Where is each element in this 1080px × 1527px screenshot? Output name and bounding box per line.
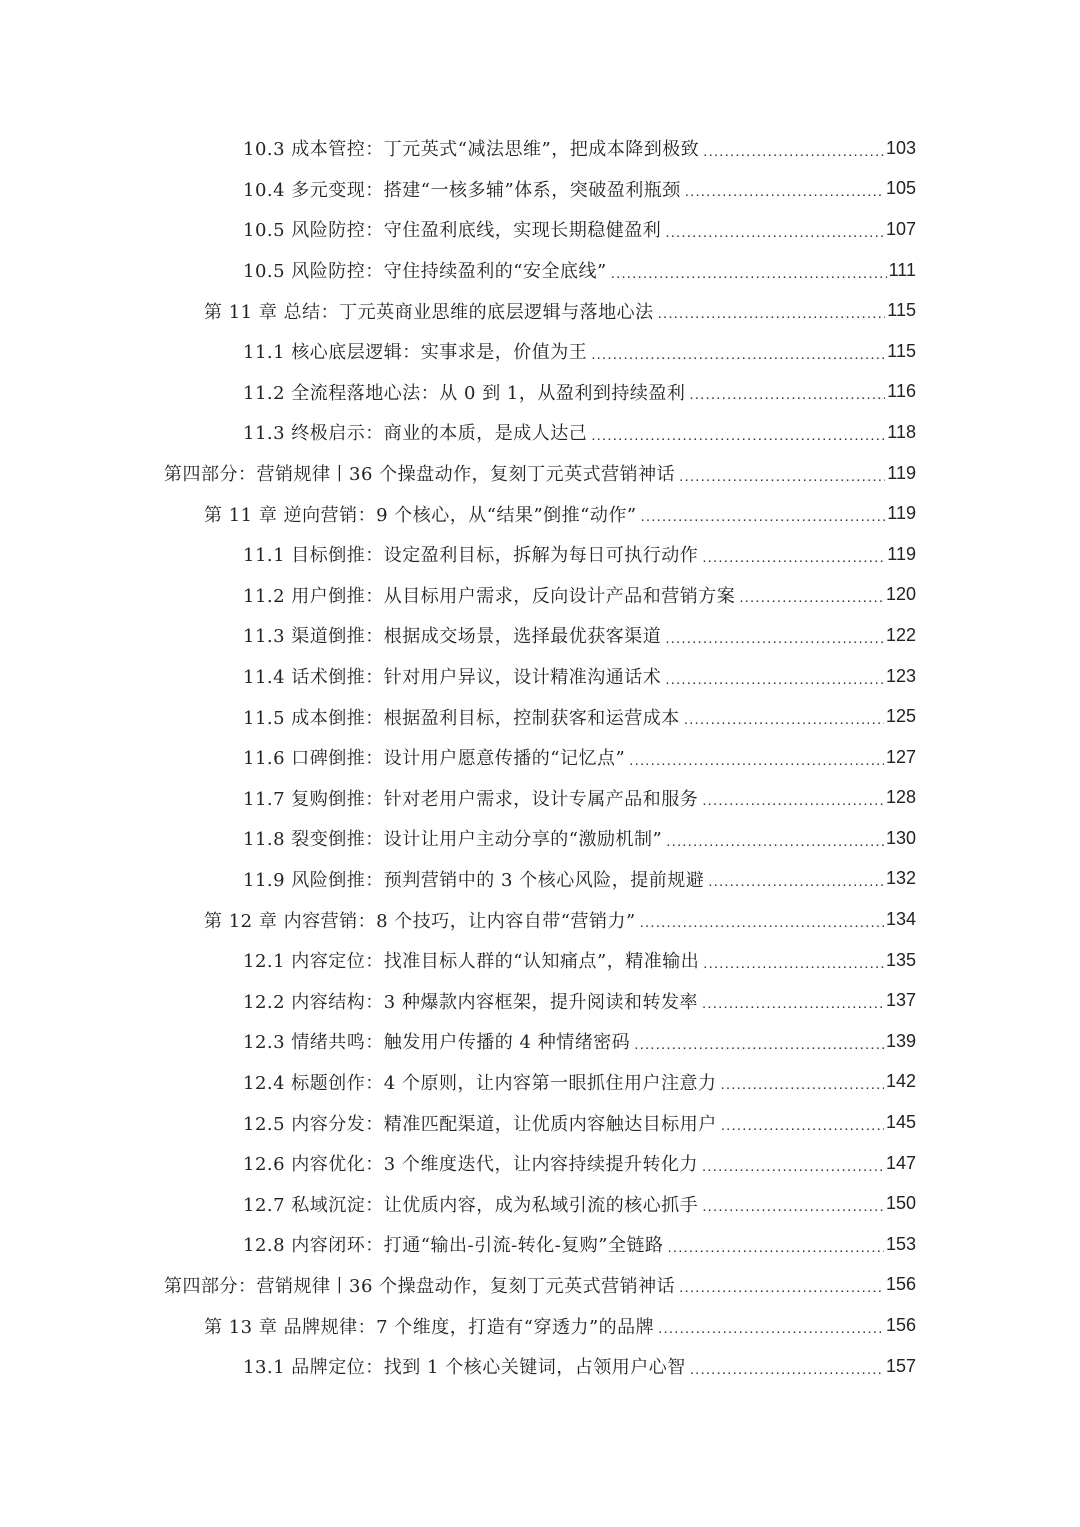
toc-entry-page-number: 119 bbox=[887, 503, 916, 524]
toc-entry-title: 第四部分：营销规律丨36 个操盘动作，复刻丁元英式营销神话 bbox=[164, 464, 676, 486]
toc-dot-leader bbox=[702, 995, 884, 1012]
toc-entry[interactable] bbox=[0, 737, 1080, 778]
toc-entry-page-number: 120 bbox=[885, 584, 916, 605]
toc-entry-title: 10.5 风险防控：守住盈利底线，实现长期稳健盈利 bbox=[243, 220, 662, 242]
toc-entry-title: 第 11 章 总结：丁元英商业思维的底层逻辑与落地心法 bbox=[204, 301, 654, 323]
toc-entry-page-number: 127 bbox=[885, 746, 916, 767]
toc-entry-page-number: 135 bbox=[885, 949, 916, 970]
toc-entry[interactable] bbox=[0, 169, 1080, 210]
toc-entry-page-number: 111 bbox=[888, 259, 916, 280]
toc-entry-title: 11.1 目标倒推：设定盈利目标，拆解为每日可执行动作 bbox=[243, 545, 699, 567]
toc-entry-title: 11.2 全流程落地心法：从 0 到 1，从盈利到持续盈利 bbox=[243, 382, 686, 404]
toc-entry-title: 11.8 裂变倒推：设计让用户主动分享的“激励机制” bbox=[243, 829, 663, 851]
toc-entry-page-number: 125 bbox=[885, 706, 916, 727]
toc-entry-page-number: 122 bbox=[885, 624, 916, 645]
toc-entry[interactable] bbox=[0, 493, 1080, 534]
toc-dot-leader bbox=[679, 1279, 884, 1296]
toc-dot-leader bbox=[611, 265, 887, 282]
toc-entry-page-number: 116 bbox=[887, 381, 916, 402]
toc-entry[interactable] bbox=[0, 331, 1080, 372]
toc-entry[interactable] bbox=[0, 453, 1080, 494]
toc-entry[interactable] bbox=[0, 209, 1080, 250]
toc-dot-leader bbox=[667, 1239, 884, 1256]
toc-dot-leader bbox=[739, 589, 884, 606]
toc-entry-page-number: 137 bbox=[885, 990, 916, 1011]
toc-entry[interactable] bbox=[0, 656, 1080, 697]
toc-entry[interactable] bbox=[0, 290, 1080, 331]
toc-entry-page-number: 139 bbox=[885, 1030, 916, 1051]
toc-entry[interactable] bbox=[0, 1346, 1080, 1387]
toc-entry-page-number: 119 bbox=[887, 462, 916, 483]
toc-entry-title: 12.6 内容优化：3 个维度迭代，让内容持续提升转化力 bbox=[243, 1154, 698, 1176]
toc-entry-page-number: 118 bbox=[887, 421, 916, 442]
toc-dot-leader bbox=[658, 1320, 884, 1337]
toc-entry-page-number: 103 bbox=[885, 137, 916, 158]
toc-entry-page-number: 153 bbox=[885, 1233, 916, 1254]
toc-dot-leader bbox=[685, 183, 884, 200]
toc-entry-page-number: 150 bbox=[885, 1193, 916, 1214]
toc-dot-leader bbox=[634, 1036, 884, 1053]
toc-dot-leader bbox=[640, 914, 884, 931]
toc-dot-leader bbox=[702, 1158, 884, 1175]
toc-entry-title: 11.7 复购倒推：针对老用户需求，设计专属产品和服务 bbox=[243, 788, 699, 810]
toc-entry-page-number: 157 bbox=[885, 1355, 916, 1376]
toc-entry-page-number: 156 bbox=[885, 1315, 916, 1336]
toc-dot-leader bbox=[702, 549, 885, 566]
toc-entry-title: 11.3 终极启示：商业的本质，是成人达己 bbox=[243, 423, 588, 445]
toc-entry-page-number: 105 bbox=[885, 178, 916, 199]
toc-dot-leader bbox=[665, 671, 884, 688]
toc-entry-title: 12.5 内容分发：精准匹配渠道，让优质内容触达目标用户 bbox=[243, 1113, 717, 1135]
toc-entry-page-number: 147 bbox=[885, 1152, 916, 1173]
toc-entry[interactable] bbox=[0, 1102, 1080, 1143]
toc-entry-title: 第 13 章 品牌规律：7 个维度，打造有“穿透力”的品牌 bbox=[204, 1316, 655, 1338]
toc-entry-page-number: 119 bbox=[887, 543, 916, 564]
toc-entry[interactable] bbox=[0, 615, 1080, 656]
toc-entry[interactable] bbox=[0, 534, 1080, 575]
toc-entry-title: 11.4 话术倒推：针对用户异议，设计精准沟通话术 bbox=[243, 667, 662, 689]
toc-entry[interactable] bbox=[0, 778, 1080, 819]
toc-entry[interactable] bbox=[0, 1021, 1080, 1062]
toc-dot-leader bbox=[703, 143, 884, 160]
toc-entry-title: 11.1 核心底层逻辑：实事求是，价值为王 bbox=[243, 342, 588, 364]
toc-dot-leader bbox=[684, 711, 884, 728]
toc-entry[interactable] bbox=[0, 128, 1080, 169]
toc-entry-page-number: 107 bbox=[885, 218, 916, 239]
toc-dot-leader bbox=[702, 1198, 884, 1215]
toc-entry[interactable] bbox=[0, 1224, 1080, 1265]
toc-dot-leader bbox=[689, 386, 885, 403]
toc-entry[interactable] bbox=[0, 1143, 1080, 1184]
toc-dot-leader bbox=[591, 346, 885, 363]
toc-entry-title: 13.1 品牌定位：找到 1 个核心关键词，占领用户心智 bbox=[243, 1357, 686, 1379]
toc-entry-page-number: 145 bbox=[885, 1112, 916, 1133]
toc-dot-leader bbox=[721, 1117, 884, 1134]
toc-entry-title: 12.8 内容闭环：打通“输出-引流-转化-复购”全链路 bbox=[243, 1235, 664, 1257]
toc-entry-title: 11.2 用户倒推：从目标用户需求，反向设计产品和营销方案 bbox=[243, 585, 736, 607]
toc-entry[interactable] bbox=[0, 1062, 1080, 1103]
toc-entry-page-number: 142 bbox=[885, 1071, 916, 1092]
toc-dot-leader bbox=[690, 1361, 884, 1378]
toc-entry[interactable] bbox=[0, 899, 1080, 940]
toc-entry-title: 第 11 章 逆向营销：9 个核心，从“结果”倒推“动作” bbox=[204, 504, 637, 526]
toc-entry[interactable] bbox=[0, 1183, 1080, 1224]
toc-entry-page-number: 132 bbox=[885, 868, 916, 889]
toc-entry[interactable] bbox=[0, 250, 1080, 291]
toc-entry[interactable] bbox=[0, 1265, 1080, 1306]
toc-entry-title: 12.2 内容结构：3 种爆款内容框架，提升阅读和转发率 bbox=[243, 991, 698, 1013]
toc-entry-title: 11.6 口碑倒推：设计用户愿意传播的“记忆点” bbox=[243, 748, 626, 770]
toc-entry-page-number: 115 bbox=[887, 300, 916, 321]
toc-entry-title: 第四部分：营销规律丨36 个操盘动作，复刻丁元英式营销神话 bbox=[164, 1275, 676, 1297]
toc-dot-leader bbox=[679, 468, 885, 485]
toc-entry[interactable] bbox=[0, 372, 1080, 413]
toc-entry-title: 10.4 多元变现：搭建“一核多辅”体系，突破盈利瓶颈 bbox=[243, 179, 681, 201]
toc-entry-title: 10.3 成本管控：丁元英式“减法思维”，把成本降到极致 bbox=[243, 139, 700, 161]
toc-entry-title: 第 12 章 内容营销：8 个技巧，让内容自带“营销力” bbox=[204, 910, 636, 932]
toc-entry-title: 12.4 标题创作：4 个原则，让内容第一眼抓住用户注意力 bbox=[243, 1072, 717, 1094]
toc-entry[interactable] bbox=[0, 696, 1080, 737]
toc-entry-page-number: 128 bbox=[885, 787, 916, 808]
toc-entry-title: 12.1 内容定位：找准目标人群的“认知痛点”，精准输出 bbox=[243, 951, 700, 973]
toc-entry[interactable] bbox=[0, 575, 1080, 616]
table-of-contents bbox=[0, 128, 1080, 1386]
toc-entry-title: 11.9 风险倒推：预判营销中的 3 个核心风险，提前规避 bbox=[243, 869, 705, 891]
toc-entry[interactable] bbox=[0, 940, 1080, 981]
toc-entry-page-number: 156 bbox=[885, 1274, 916, 1295]
toc-entry-page-number: 123 bbox=[885, 665, 916, 686]
toc-entry-title: 11.3 渠道倒推：根据成交场景，选择最优获客渠道 bbox=[243, 626, 662, 648]
toc-entry-page-number: 115 bbox=[887, 340, 916, 361]
toc-entry-page-number: 130 bbox=[885, 827, 916, 848]
toc-entry[interactable] bbox=[0, 980, 1080, 1021]
toc-dot-leader bbox=[702, 792, 884, 809]
toc-entry-title: 10.5 风险防控：守住持续盈利的“安全底线” bbox=[243, 261, 607, 283]
toc-dot-leader bbox=[665, 224, 884, 241]
toc-dot-leader bbox=[720, 1076, 883, 1093]
toc-dot-leader bbox=[658, 305, 886, 322]
toc-entry[interactable] bbox=[0, 859, 1080, 900]
toc-entry[interactable] bbox=[0, 412, 1080, 453]
toc-dot-leader bbox=[629, 752, 884, 769]
toc-entry-title: 12.3 情绪共鸣：触发用户传播的 4 种情绪密码 bbox=[243, 1032, 631, 1054]
toc-entry-title: 12.7 私域沉淀：让优质内容，成为私域引流的核心抓手 bbox=[243, 1194, 699, 1216]
toc-entry-title: 11.5 成本倒推：根据盈利目标，控制获客和运营成本 bbox=[243, 707, 680, 729]
toc-dot-leader bbox=[708, 873, 884, 890]
toc-dot-leader bbox=[703, 955, 884, 972]
toc-dot-leader bbox=[641, 508, 886, 525]
toc-dot-leader bbox=[591, 427, 885, 444]
toc-entry[interactable] bbox=[0, 818, 1080, 859]
toc-entry-page-number: 134 bbox=[885, 909, 916, 930]
toc-entry[interactable] bbox=[0, 1305, 1080, 1346]
toc-dot-leader bbox=[666, 833, 884, 850]
toc-dot-leader bbox=[665, 630, 884, 647]
